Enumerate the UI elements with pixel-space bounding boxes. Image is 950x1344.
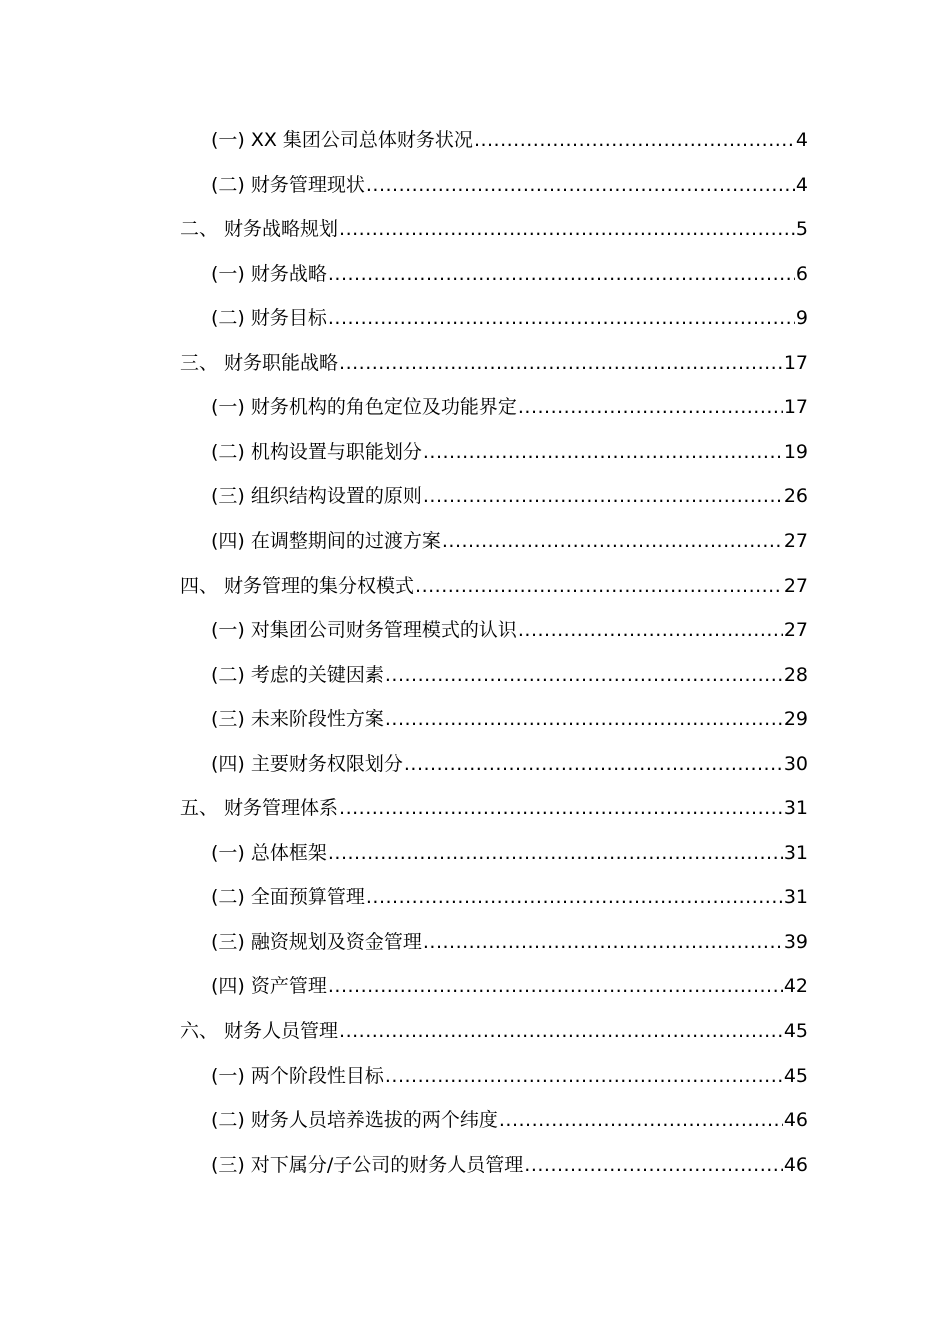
toc-entry-title: (三) 对下属分/子公司的财务人员管理 — [211, 1153, 524, 1176]
toc-entry-page-number: 27 — [783, 574, 808, 597]
toc-entry-page-number: 30 — [783, 752, 808, 775]
toc-entry-page-number: 6 — [795, 262, 808, 285]
toc-entry[interactable] — [0, 472, 808, 508]
toc-entry-page-number: 19 — [783, 440, 808, 463]
toc-entry[interactable] — [0, 651, 808, 687]
toc-entry-page-number: 28 — [783, 663, 808, 686]
toc-entry-page-number: 45 — [783, 1020, 808, 1042]
toc-dot-leader — [423, 440, 783, 464]
toc-entry-page-number: 4 — [795, 173, 808, 196]
toc-entry-title: (二) 财务人员培养选拔的两个纬度 — [211, 1109, 498, 1132]
toc-entry-page-number: 27 — [783, 529, 808, 552]
toc-dot-leader — [499, 1108, 783, 1132]
toc-entry[interactable] — [0, 517, 808, 553]
toc-entry-title: 四、 财务管理的集分权模式 — [180, 574, 415, 597]
toc-entry-title: 三、 财务职能战略 — [180, 351, 339, 374]
toc-entry-title: (二) 机构设置与职能划分 — [211, 440, 422, 463]
toc-dot-leader — [339, 1019, 783, 1043]
toc-entry-page-number: 31 — [783, 841, 808, 864]
toc-entry-title: (二) 财务目标 — [211, 307, 327, 330]
toc-entry-page-number: 5 — [795, 218, 808, 241]
toc-entry-title: (一) 财务战略 — [211, 262, 327, 285]
toc-entry-title: (三) 组织结构设置的原则 — [211, 485, 422, 508]
toc-entry[interactable] — [0, 873, 808, 909]
toc-entry[interactable] — [0, 562, 808, 598]
toc-entry-title: (一) 总体框架 — [211, 841, 327, 864]
toc-dot-leader — [442, 529, 783, 553]
toc-dot-leader — [339, 796, 783, 820]
toc-entry-title: (二) 考虑的关键因素 — [211, 663, 384, 686]
toc-entry[interactable] — [0, 1096, 808, 1132]
toc-dot-leader — [415, 574, 783, 598]
toc-entry-title: 五、 财务管理体系 — [180, 797, 339, 820]
toc-entry[interactable] — [0, 205, 808, 241]
toc-dot-leader — [328, 974, 783, 998]
toc-entry-page-number: 31 — [783, 797, 808, 820]
toc-entry-page-number: 45 — [783, 1064, 808, 1087]
toc-entry-title: (三) 未来阶段性方案 — [211, 708, 384, 731]
toc-entry-title: (三) 融资规划及资金管理 — [211, 930, 422, 953]
toc-dot-leader — [385, 1064, 783, 1088]
toc-entry[interactable] — [0, 383, 808, 419]
toc-entry[interactable] — [0, 1007, 808, 1043]
toc-entry[interactable] — [0, 918, 808, 954]
toc-entry-page-number: 27 — [783, 619, 808, 642]
toc-dot-leader — [518, 395, 783, 419]
toc-dot-leader — [423, 930, 783, 954]
toc-entry[interactable] — [0, 606, 808, 642]
toc-entry[interactable] — [0, 116, 808, 152]
toc-dot-leader — [328, 841, 783, 865]
toc-dot-leader — [385, 663, 783, 687]
toc-dot-leader — [339, 217, 795, 241]
toc-entry-title: (四) 在调整期间的过渡方案 — [211, 529, 441, 552]
toc-dot-leader — [518, 618, 783, 642]
toc-entry[interactable] — [0, 740, 808, 776]
toc-entry-page-number: 9 — [795, 307, 808, 330]
toc-entry-title: (一) 财务机构的角色定位及功能界定 — [211, 396, 517, 419]
toc-dot-leader — [328, 306, 795, 330]
toc-entry-page-number: 42 — [783, 975, 808, 998]
toc-entry[interactable] — [0, 250, 808, 286]
toc-entry-page-number: 29 — [783, 708, 808, 731]
toc-entry-title: (二) 财务管理现状 — [211, 173, 365, 196]
toc-entry-page-number: 46 — [783, 1153, 808, 1176]
toc-entry[interactable] — [0, 784, 808, 820]
toc-entry-title: (四) 资产管理 — [211, 975, 327, 998]
toc-entry[interactable] — [0, 1052, 808, 1088]
toc-entry[interactable] — [0, 1141, 808, 1177]
toc-entry[interactable] — [0, 962, 808, 998]
toc-dot-leader — [385, 707, 783, 731]
toc-entry-page-number: 26 — [783, 485, 808, 508]
toc-entry-title: (一) 对集团公司财务管理模式的认识 — [211, 619, 517, 642]
toc-dot-leader — [366, 173, 795, 197]
toc-dot-leader — [524, 1153, 783, 1177]
toc-entry-page-number: 39 — [783, 930, 808, 953]
toc-entry[interactable] — [0, 339, 808, 375]
toc-entry[interactable] — [0, 294, 808, 330]
toc-entry[interactable] — [0, 829, 808, 865]
toc-entry-title: (四) 主要财务权限划分 — [211, 752, 403, 775]
toc-entry-title: 六、 财务人员管理 — [180, 1020, 339, 1042]
toc-entry[interactable] — [0, 428, 808, 464]
toc-entry[interactable] — [0, 695, 808, 731]
toc-entry-title: 二、 财务战略规划 — [180, 218, 339, 241]
toc-entry-page-number: 46 — [783, 1109, 808, 1132]
toc-entry-page-number: 17 — [783, 351, 808, 374]
toc-entry-page-number: 4 — [795, 129, 808, 151]
toc-dot-leader — [328, 262, 795, 286]
toc-entry-title: (一) XX 集团公司总体财务状况 — [211, 129, 473, 151]
toc-dot-leader — [474, 128, 795, 152]
toc-entry-title: (二) 全面预算管理 — [211, 886, 365, 909]
toc-entry-page-number: 31 — [783, 886, 808, 909]
toc-dot-leader — [404, 752, 783, 776]
toc-entry-title: (一) 两个阶段性目标 — [211, 1064, 384, 1087]
toc-dot-leader — [423, 484, 783, 508]
toc-dot-leader — [339, 351, 783, 375]
toc-entry[interactable] — [0, 161, 808, 197]
toc-dot-leader — [366, 885, 783, 909]
toc-entry-page-number: 17 — [783, 396, 808, 419]
